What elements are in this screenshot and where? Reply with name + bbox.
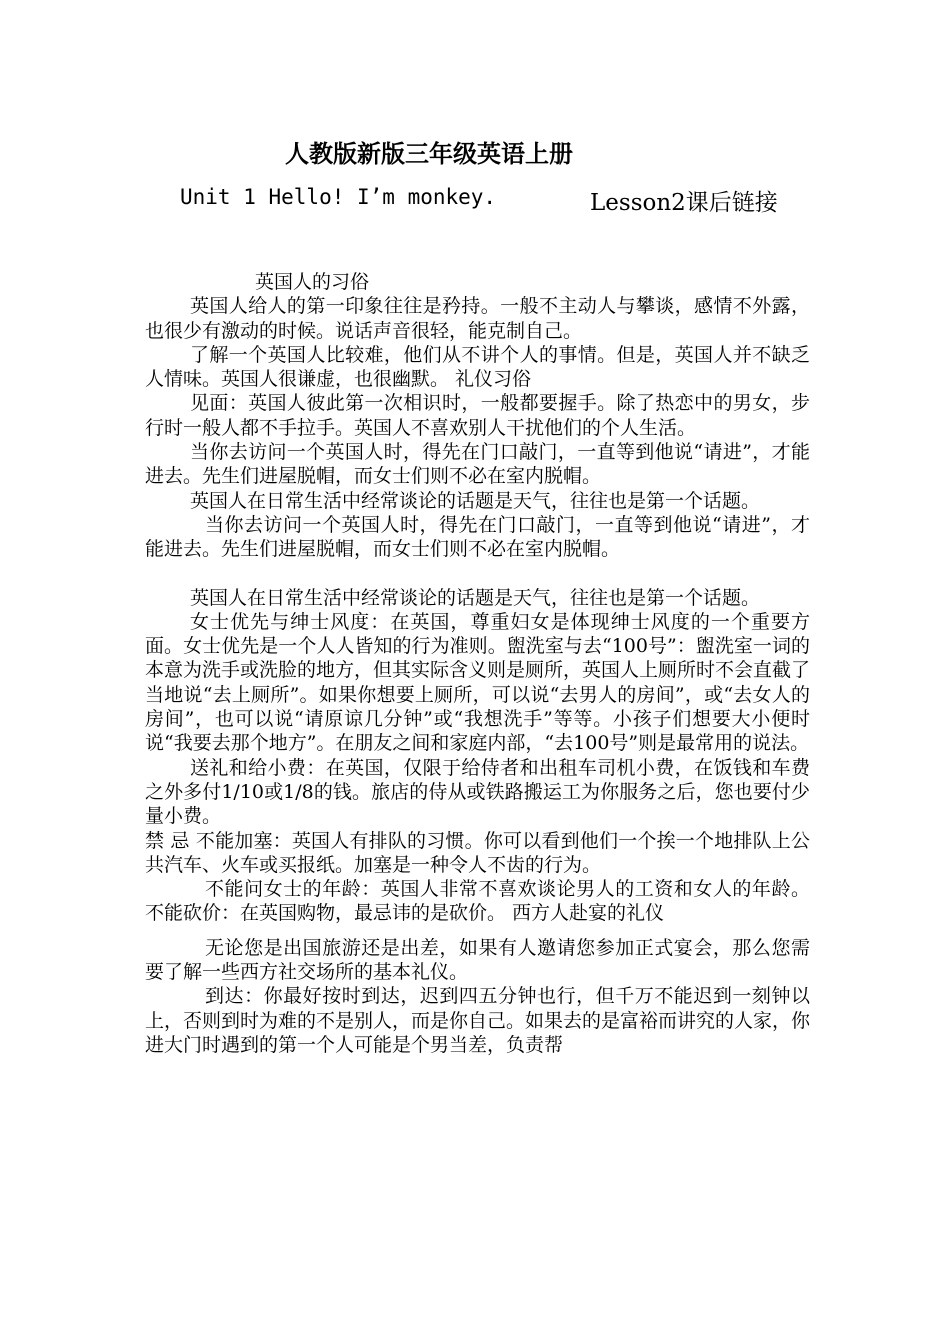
paragraph-spacer [145, 926, 810, 936]
document-title: 人教版新版三年级英语上册 [285, 139, 573, 168]
paragraph: 不能问女士的年龄：英国人非常不喜欢谈论男人的工资和女人的年龄。不能砍价：在英国购物，最忌讳的是砍价。 西方人赴宴的礼仪 [145, 878, 810, 925]
paragraph: 无论您是出国旅游还是出差，如果有人邀请您参加正式宴会，那么您需要了解一些西方社交场所的基本礼仪。 [145, 936, 810, 984]
paragraph: 送礼和给小费：在英国，仅限于给侍者和出租车司机小费，在饭钱和车费之外多付1/10或1/8的钱。旅店的侍从或铁路搬运工为你服务之后，您也要付少量小费。 [145, 756, 810, 828]
paragraph: 英国人给人的第一印象往往是矜持。一般不主动人与攀谈，感情不外露，也很少有激动的时候。说话声音很轻，能克制自己。 [145, 295, 810, 342]
paragraph: 到达：你最好按时到达，迟到四五分钟也行，但千万不能迟到一刻钟以上，否则到时为难的不是别人，而是你自己。如果去的是富裕而讲究的人家，你进大门时遇到的第一个人可能是个男当差，负责帮 [145, 985, 811, 1056]
paragraph: 英国人在日常生活中经常谈论的话题是天气，往往也是第一个话题。 [190, 586, 761, 609]
document-subtitle [180, 184, 778, 216]
document-body [145, 270, 810, 1057]
section-heading: 英国人的习俗 [255, 271, 370, 293]
paragraph: 英国人在日常生活中经常谈论的话题是天气，往往也是第一个话题。 [190, 489, 761, 512]
paragraph: 当你去访问一个英国人时，得先在门口敲门，一直等到他说“请进”，才能进去。先生们进屋脱帽，而女士们则不必在室内脱帽。 [145, 513, 810, 561]
paragraph: 当你去访问一个英国人时，得先在门口敲门，一直等到他说“请进”，才能进去。先生们进屋脱帽，而女士们则不必在室内脱帽。 [145, 441, 810, 488]
subtitle-unit: Unit 1 Hello! I’m monkey. [180, 185, 497, 209]
paragraph: 女士优先与绅士风度：在英国，尊重妇女是体现绅士风度的一个重要方面。女士优先是一个人人皆知的行为准则。盥洗室与去“100号”：盥洗室一词的本意为洗手或洗脸的地方，但其实际含义则是厕所，英国人上厕所时不会直截了当地说“去上厕所”。如果你想要上厕所，可以说“去男人的房间”，或“去女人的房间”，也可以说“请原谅几分钟”或“我想洗手”等等。小孩子们想要大小便时说“我要去那个地方”。在朋友之间和家庭内部，“去100号”则是最常用的说法。 [145, 610, 811, 755]
paragraph: 禁 忌 不能加塞：英国人有排队的习惯。你可以看到他们一个挨一个地排队上公共汽车、火车或买报纸。加塞是一种令人不齿的行为。 [145, 829, 810, 876]
paragraph: 了解一个英国人比较难，他们从不讲个人的事情。但是，英国人并不缺乏人情味。英国人很谦虚，也很幽默。 礼仪习俗 [145, 343, 810, 391]
subtitle-lesson: Lesson2课后链接 [590, 190, 778, 216]
paragraph-spacer [145, 562, 810, 586]
paragraph: 见面：英国人彼此第一次相识时，一般都要握手。除了热恋中的男女，步行时一般人都不手拉手。英国人不喜欢别人干扰他们的个人生活。 [145, 392, 810, 439]
